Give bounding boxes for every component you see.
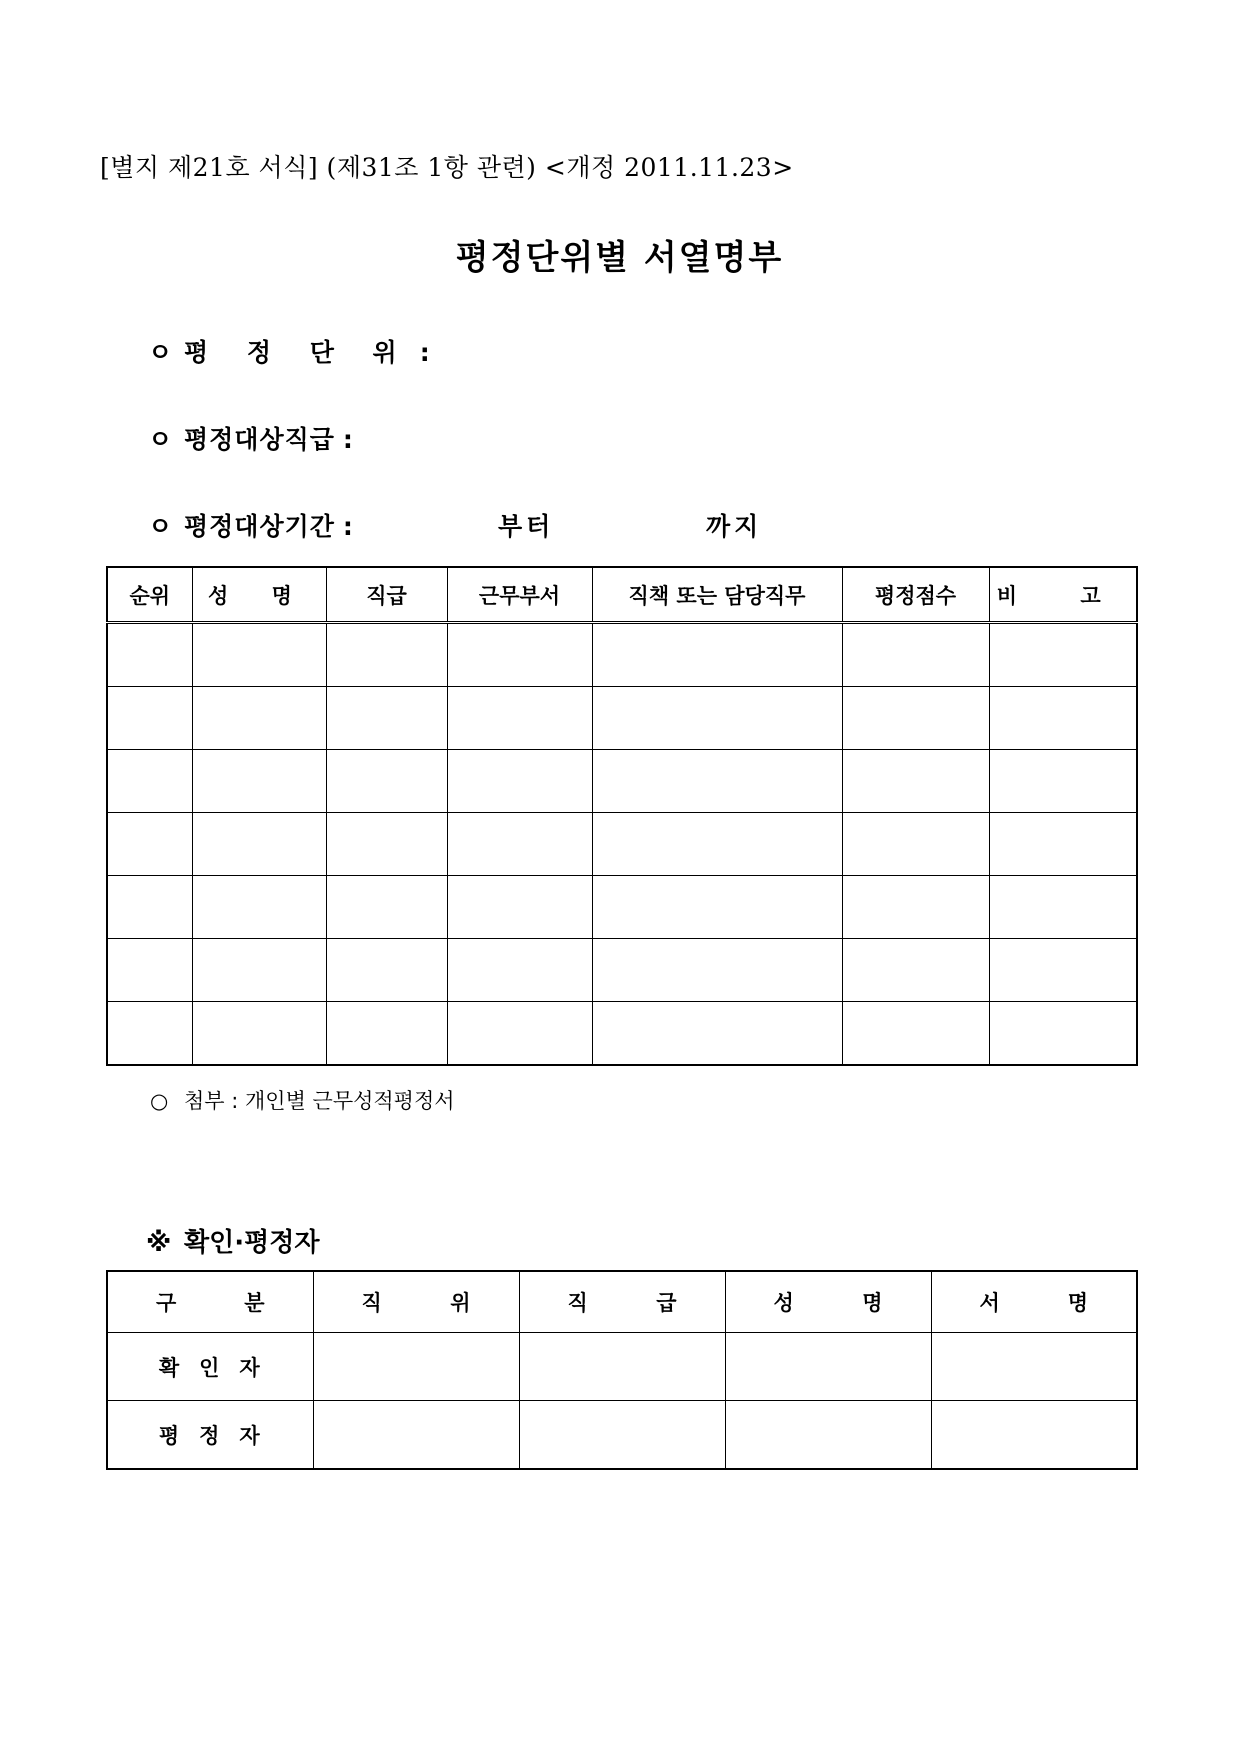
table-cell[interactable] <box>107 813 192 876</box>
header-duty: 직책 또는 담당직무 <box>592 567 842 623</box>
table-cell[interactable] <box>989 813 1137 876</box>
table-cell[interactable] <box>192 939 326 1002</box>
header-score: 평정점수 <box>842 567 989 623</box>
table-cell[interactable] <box>989 939 1137 1002</box>
header-grade <box>519 1271 725 1333</box>
table-cell[interactable] <box>326 687 447 750</box>
table-cell[interactable] <box>592 876 842 939</box>
header-position <box>313 1271 519 1333</box>
table-row <box>107 1002 1137 1066</box>
bullet-icon: ㅇ <box>148 338 173 367</box>
field-target-grade <box>148 420 353 456</box>
table-cell[interactable] <box>592 813 842 876</box>
table-cell[interactable] <box>192 687 326 750</box>
table-cell[interactable] <box>107 687 192 750</box>
table-cell[interactable] <box>326 876 447 939</box>
confirm-row-confirmer <box>107 1333 1137 1401</box>
table-cell[interactable] <box>326 623 447 687</box>
table-cell[interactable] <box>592 1002 842 1066</box>
document-title: 평정단위별 서열명부 <box>455 238 784 278</box>
table-cell[interactable] <box>447 1002 592 1066</box>
table-cell[interactable] <box>447 687 592 750</box>
header-char: 구 <box>156 1291 177 1315</box>
header-char: 서 <box>979 1291 1000 1315</box>
rank-table <box>106 566 1138 1066</box>
table-row <box>107 876 1137 939</box>
header-signature <box>931 1271 1137 1333</box>
confirmer-grade-cell[interactable] <box>519 1333 725 1401</box>
table-row <box>107 750 1137 813</box>
confirm-section-title <box>146 1222 319 1259</box>
field-colon: : <box>342 425 353 454</box>
confirmer-position-cell[interactable] <box>313 1333 519 1401</box>
header-department: 근무부서 <box>447 567 592 623</box>
evaluator-grade-cell[interactable] <box>519 1401 725 1470</box>
table-cell[interactable] <box>447 813 592 876</box>
table-cell[interactable] <box>192 876 326 939</box>
header-char: 직 <box>567 1291 588 1315</box>
table-cell[interactable] <box>842 623 989 687</box>
confirm-title-text: 확인·평정자 <box>184 1228 320 1258</box>
table-cell[interactable] <box>326 1002 447 1066</box>
table-row <box>107 687 1137 750</box>
table-cell[interactable] <box>447 876 592 939</box>
table-cell[interactable] <box>842 750 989 813</box>
table-row <box>107 623 1137 687</box>
table-cell[interactable] <box>326 750 447 813</box>
header-char: 분 <box>244 1291 265 1315</box>
attachment-note <box>150 1085 455 1115</box>
header-grade: 직급 <box>326 567 447 623</box>
evaluator-name-cell[interactable] <box>725 1401 931 1470</box>
period-to-label: 까지 <box>706 512 763 541</box>
table-cell[interactable] <box>107 750 192 813</box>
table-cell[interactable] <box>842 876 989 939</box>
table-cell[interactable] <box>842 813 989 876</box>
reference-mark-icon: ※ <box>146 1228 172 1258</box>
form-header: [별지 제21호 서식] (제31조 1항 관련) <개정 2011.11.23> <box>100 153 794 182</box>
table-cell[interactable] <box>192 623 326 687</box>
header-remarks: 비 고 <box>989 567 1137 623</box>
header-char: 급 <box>656 1291 677 1315</box>
table-cell[interactable] <box>842 939 989 1002</box>
bullet-icon: ㅇ <box>148 512 173 541</box>
field-evaluation-unit <box>148 333 430 369</box>
table-cell[interactable] <box>192 813 326 876</box>
attachment-text: 첨부 : 개인별 근무성적평정서 <box>184 1089 455 1113</box>
header-rank: 순위 <box>107 567 192 623</box>
table-cell[interactable] <box>192 750 326 813</box>
confirm-row-evaluator <box>107 1401 1137 1470</box>
evaluator-position-cell[interactable] <box>313 1401 519 1470</box>
table-row <box>107 813 1137 876</box>
circle-bullet-icon: ○ <box>150 1089 169 1113</box>
table-cell[interactable] <box>192 1002 326 1066</box>
table-cell[interactable] <box>989 750 1137 813</box>
confirmer-name-cell[interactable] <box>725 1333 931 1401</box>
table-cell[interactable] <box>989 1002 1137 1066</box>
table-cell[interactable] <box>592 687 842 750</box>
field-label: 평정대상기간 <box>184 512 335 541</box>
evaluator-signature-cell[interactable] <box>931 1401 1137 1470</box>
confirm-table-header <box>107 1271 1137 1333</box>
table-cell[interactable] <box>447 623 592 687</box>
table-row <box>107 939 1137 1002</box>
header-char: 명 <box>862 1291 883 1315</box>
confirm-table <box>106 1270 1138 1470</box>
table-cell[interactable] <box>107 1002 192 1066</box>
table-cell[interactable] <box>989 687 1137 750</box>
table-cell[interactable] <box>592 623 842 687</box>
field-label: 평정대상직급 <box>184 425 335 454</box>
rank-table-body <box>107 623 1137 1066</box>
confirmer-signature-cell[interactable] <box>931 1333 1137 1401</box>
bullet-icon: ㅇ <box>148 425 173 454</box>
period-from-label: 부터 <box>498 512 555 541</box>
header-category <box>107 1271 313 1333</box>
table-cell[interactable] <box>447 939 592 1002</box>
field-colon: : <box>419 338 430 367</box>
header-char: 명 <box>1067 1291 1088 1315</box>
table-cell[interactable] <box>592 939 842 1002</box>
field-label: 평 정 단 위 <box>184 338 412 367</box>
table-cell[interactable] <box>447 750 592 813</box>
table-cell[interactable] <box>989 876 1137 939</box>
header-name <box>725 1271 931 1333</box>
row-label-evaluator: 평정자 <box>107 1401 313 1470</box>
table-cell[interactable] <box>326 939 447 1002</box>
field-colon: : <box>342 512 353 541</box>
header-char: 성 <box>773 1291 794 1315</box>
table-cell[interactable] <box>107 623 192 687</box>
table-cell[interactable] <box>326 813 447 876</box>
header-char: 직 <box>361 1291 382 1315</box>
row-label-confirmer: 확인자 <box>107 1333 313 1401</box>
table-cell[interactable] <box>107 939 192 1002</box>
header-char: 위 <box>450 1291 471 1315</box>
table-cell[interactable] <box>842 687 989 750</box>
table-cell[interactable] <box>842 1002 989 1066</box>
rank-table-header <box>107 567 1137 623</box>
header-name: 성 명 <box>192 567 326 623</box>
table-cell[interactable] <box>107 876 192 939</box>
field-target-period <box>148 507 353 543</box>
table-cell[interactable] <box>592 750 842 813</box>
table-cell[interactable] <box>989 623 1137 687</box>
